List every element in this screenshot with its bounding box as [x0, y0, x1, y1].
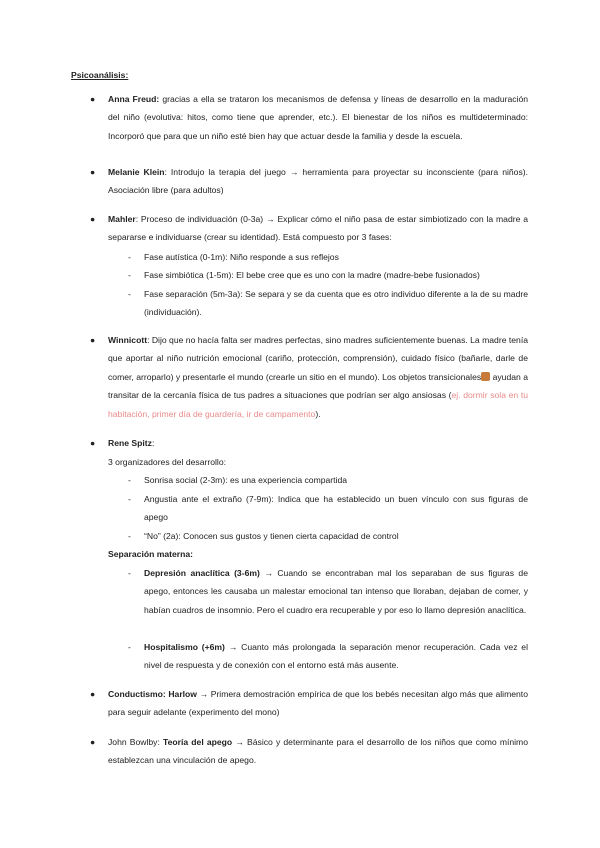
spitz-organizer: Angustia ante el extraño (7-9m): Indica que ha establecido un buen vínculo con sus figuras de apego — [144, 494, 528, 523]
dash-icon: - — [128, 642, 131, 652]
dash-icon: - — [128, 494, 131, 504]
mahler-phase: Fase separación (5m-3a): Se separa y se da cuenta que es otro individuo diferente a la de su madre (individuación). — [144, 289, 528, 318]
dash-icon: - — [128, 475, 131, 485]
bullet-icon: ● — [90, 335, 96, 345]
klein-name: Melanie Klein — [108, 167, 165, 177]
bullet-icon: ● — [90, 214, 96, 224]
dash-icon: - — [128, 252, 131, 262]
dash-icon: - — [128, 270, 131, 280]
bowlby-name: Teoría del apego — [163, 737, 233, 747]
spitz-organizer: Sonrisa social (2-3m): es una experiencia compartida — [144, 475, 348, 485]
teddy-bear-icon — [481, 372, 490, 381]
anna-freud-item — [108, 90, 528, 145]
hospitalism-name: Hospitalismo (+6m) — [144, 642, 225, 652]
bowlby-item — [108, 733, 528, 770]
bullet-icon: ● — [90, 689, 96, 699]
spitz-intro: 3 organizadores del desarrollo: — [108, 457, 226, 467]
hospitalism-text: → Cuanto más prolongada la separación menor recuperación. Cada vez el nivel de respuesta y de conexión con el entorno está más ausente. — [144, 642, 528, 671]
section-title: Psicoanálisis: — [71, 70, 129, 80]
winnicott-text-2: ayudan a transitar de la cercanía física de tus padres a situaciones que podrían ser algo ansiosas ( — [108, 371, 528, 401]
bullet-icon: ● — [90, 737, 96, 747]
conductismo-item — [108, 685, 528, 722]
klein-item — [108, 163, 528, 200]
dash-icon: - — [128, 531, 131, 541]
winnicott-name: Winnicott — [108, 335, 148, 345]
bullet-icon: ● — [90, 438, 96, 448]
dash-icon: - — [128, 289, 131, 299]
winnicott-text-3: ). — [315, 408, 321, 419]
anna-freud-name: Anna Freud: — [108, 94, 160, 104]
separation-title: Separación materna: — [108, 549, 194, 559]
hospitalism-item — [144, 638, 528, 675]
mahler-text: : Proceso de individuación (0-3a) → Explicar cómo el niño pasa de estar simbiotizado con la madre a separarse e individuarse (crear su identidad). Está compuesto por 3 fases: — [108, 214, 528, 243]
bullet-icon: ● — [90, 167, 96, 177]
bullet-icon: ● — [90, 94, 96, 104]
winnicott-examples: ej. dormir sola en tu habitación, primer día de guardería, ir de campamento — [108, 390, 528, 419]
mahler-item — [108, 210, 528, 247]
conductismo-name: Conductismo: Harlow — [108, 689, 197, 699]
depression-text: → Cuando se encontraban mal los separaban de sus figuras de apego, entonces les causaba un malestar emocional tan intenso que lloraban, dejaban de comer, y habían cuadros de insomnio. Pero el cuadro era recuperable y por eso lo llamo depresión anaclítica. — [144, 568, 528, 615]
dash-icon: - — [128, 568, 131, 578]
depression-name: Depresión anaclítica (3-6m) — [144, 568, 260, 578]
spitz-organizer: “No” (2a): Conocen sus gustos y tienen cierta capacidad de control — [144, 531, 399, 541]
anna-freud-text: gracias a ella se trataron los mecanismos de defensa y líneas de desarrollo en la maduración del niño (evolutiva: hitos, como tiene que aprender, etc.). El bienestar de los niños es multideterminado: Incorporó que para que un niño esté bien hay que actuar desde la familia y desde la escuela. — [108, 94, 528, 141]
bowlby-text: → Básico y determinante para el desarrollo de los niños que como mínimo establezcan una vinculación de apego. — [108, 737, 528, 766]
spitz-item — [108, 434, 528, 452]
mahler-name: Mahler — [108, 214, 136, 224]
bowlby-pre: John Bowlby: — [108, 737, 163, 747]
depression-item — [144, 564, 528, 619]
mahler-phase: Fase autística (0-1m): Niño responde a sus reflejos — [144, 252, 339, 262]
klein-text: : Introdujo la terapia del juego → herramienta para proyectar su inconsciente (para niños). Asociación libre (para adultos) — [108, 167, 528, 196]
winnicott-text: : Dijo que no hacía falta ser madres perfectas, sino madres suficientemente buenas. La madre tenía que aportar al niño nutrición emocional (cariño, protección, comprensión), cuidado físico (bañarle, darle de comer, arroparlo) y presentarle el mundo (crearle un sitio en el mundo). Los objetos transicionales — [108, 335, 528, 382]
spitz-name: Rene Spitz — [108, 438, 152, 448]
mahler-phase: Fase simbiótica (1-5m): El bebe cree que es uno con la madre (madre-bebe fusionados) — [144, 270, 480, 280]
spitz-colon: : — [151, 438, 155, 448]
conductismo-text: → Primera demostración empírica de que los bebés necesitan algo más que alimento para seguir adelante (experimento del mono) — [108, 689, 528, 718]
winnicott-item — [108, 331, 528, 423]
